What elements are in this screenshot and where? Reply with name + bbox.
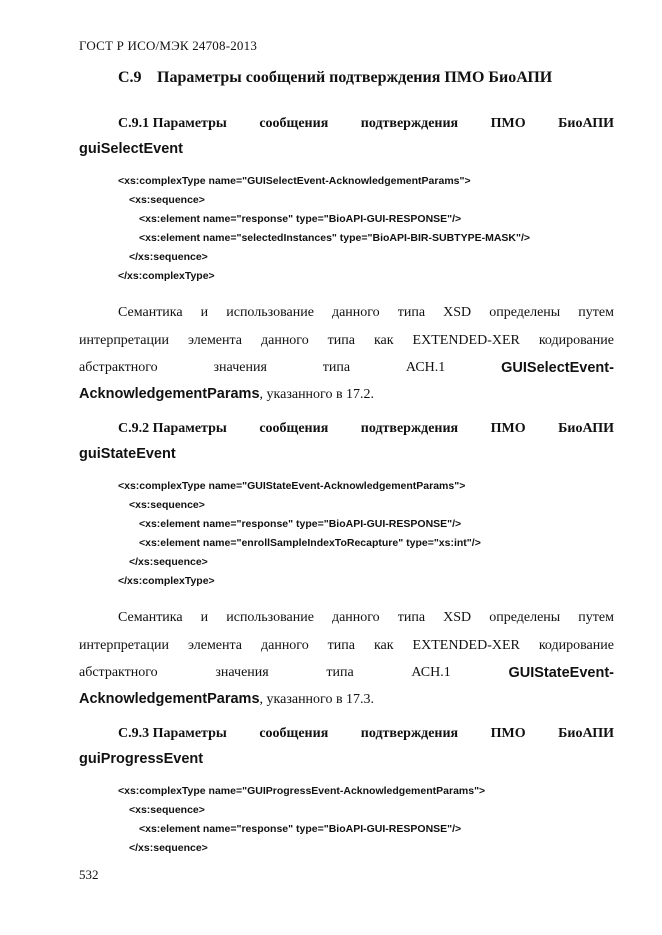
paragraph-line [118,305,614,321]
code-line: <xs:sequence> [129,499,205,511]
subsection-heading-tail: guiProgressEvent [79,751,204,767]
word: интерпретации [79,638,170,653]
word: данного [260,638,309,653]
heading-word: сообщения [259,116,329,131]
word: элемента [187,638,243,653]
code-line: <xs:sequence> [129,804,205,816]
word: EXTENDED-XER [412,638,520,653]
heading-word: С.9.1 Параметры [118,116,227,131]
word: и [200,610,209,625]
word: кодирование [538,333,614,348]
paragraph-line [79,360,614,376]
code-line: </xs:complexType> [118,575,215,587]
heading-word: БиоАПИ [558,421,614,436]
word: значения [215,665,269,680]
heading-word: С.9.3 Параметры [118,726,227,741]
word: интерпретации [79,333,170,348]
code-line: <xs:element name="selectedInstances" type="BioAPI-BIR-SUBTYPE-MASK"/> [139,232,531,244]
word: значения [213,360,267,375]
subsection-heading [118,116,614,132]
heading-word: С.9.2 Параметры [118,421,227,436]
paragraph-line [79,691,374,708]
word: типа [397,610,426,625]
code-line: <xs:sequence> [129,194,205,206]
heading-word: подтверждения [360,116,459,131]
word: АСН.1 [405,360,446,375]
code-line: <xs:element name="response" type="BioAPI-GUI-RESPONSE"/> [139,518,462,530]
code-line: <xs:element name="response" type="BioAPI-GUI-RESPONSE"/> [139,213,462,225]
word: типа [397,305,426,320]
code-line: </xs:sequence> [129,842,208,854]
word: как [373,333,394,348]
type-name: AcknowledgementParams [79,691,260,707]
word: определены [489,305,561,320]
heading-word: подтверждения [360,726,459,741]
word: данного [331,305,380,320]
subsection-heading-tail: guiStateEvent [79,446,176,462]
word: использование [226,305,314,320]
word: данного [260,333,309,348]
word: XSD [443,610,472,625]
code-line: <xs:complexType name="GUIStateEvent-AcknowledgementParams"> [118,480,466,492]
heading-word: сообщения [259,726,329,741]
word: данного [331,610,380,625]
paragraph-line [79,386,374,403]
section-title-text: Параметры сообщений подтверждения ПМО БиоАПИ [157,69,553,86]
code-line: <xs:complexType name="GUIProgressEvent-AcknowledgementParams"> [118,785,486,797]
code-line: </xs:complexType> [118,270,215,282]
paragraph-line [118,610,614,626]
code-line: <xs:complexType name="GUISelectEvent-AcknowledgementParams"> [118,175,471,187]
heading-word: подтверждения [360,421,459,436]
code-line: </xs:sequence> [129,556,208,568]
word: АСН.1 [411,665,451,680]
section-number: С.9 [118,69,142,86]
word: Семантика [118,305,183,320]
word: Семантика [118,610,183,625]
word: абстрактного [79,665,158,680]
word: как [373,638,394,653]
word: XSD [443,305,472,320]
heading-word: ПМО [490,421,526,436]
code-line: </xs:sequence> [129,251,208,263]
heading-word: ПМО [490,726,526,741]
word: абстрактного [79,360,158,375]
page-number: 532 [79,867,99,882]
word: типа [327,638,355,653]
word: EXTENDED-XER [412,333,520,348]
word: типа [322,360,351,375]
paragraph-end: , указанного в 17.3. [259,692,375,707]
word: путем [578,305,614,320]
subsection-heading-tail: guiSelectEvent [79,141,183,157]
code-line: <xs:element name="enrollSampleIndexToRecapture" type="xs:int"/> [139,537,481,549]
section-title [118,69,552,87]
type-name: GUIStateEvent- [508,665,614,681]
type-name: AcknowledgementParams [79,386,260,402]
heading-word: сообщения [259,421,329,436]
heading-word: ПМО [490,116,526,131]
word: использование [226,610,314,625]
heading-word: БиоАПИ [558,116,614,131]
word: типа [327,333,355,348]
type-name: GUISelectEvent- [501,360,614,376]
word: путем [578,610,614,625]
heading-word: БиоАПИ [558,726,614,741]
code-line: <xs:element name="response" type="BioAPI-GUI-RESPONSE"/> [139,823,462,835]
word: и [200,305,209,320]
paragraph-line [79,665,614,681]
subsection-heading [118,421,614,437]
subsection-heading [118,726,614,742]
word: элемента [187,333,243,348]
word: кодирование [538,638,614,653]
paragraph-line [79,333,614,349]
paragraph-line [79,638,614,654]
word: типа [326,665,354,680]
document-header: ГОСТ Р ИСО/МЭК 24708-2013 [79,38,258,53]
paragraph-end: , указанного в 17.2. [259,387,375,402]
word: определены [489,610,561,625]
